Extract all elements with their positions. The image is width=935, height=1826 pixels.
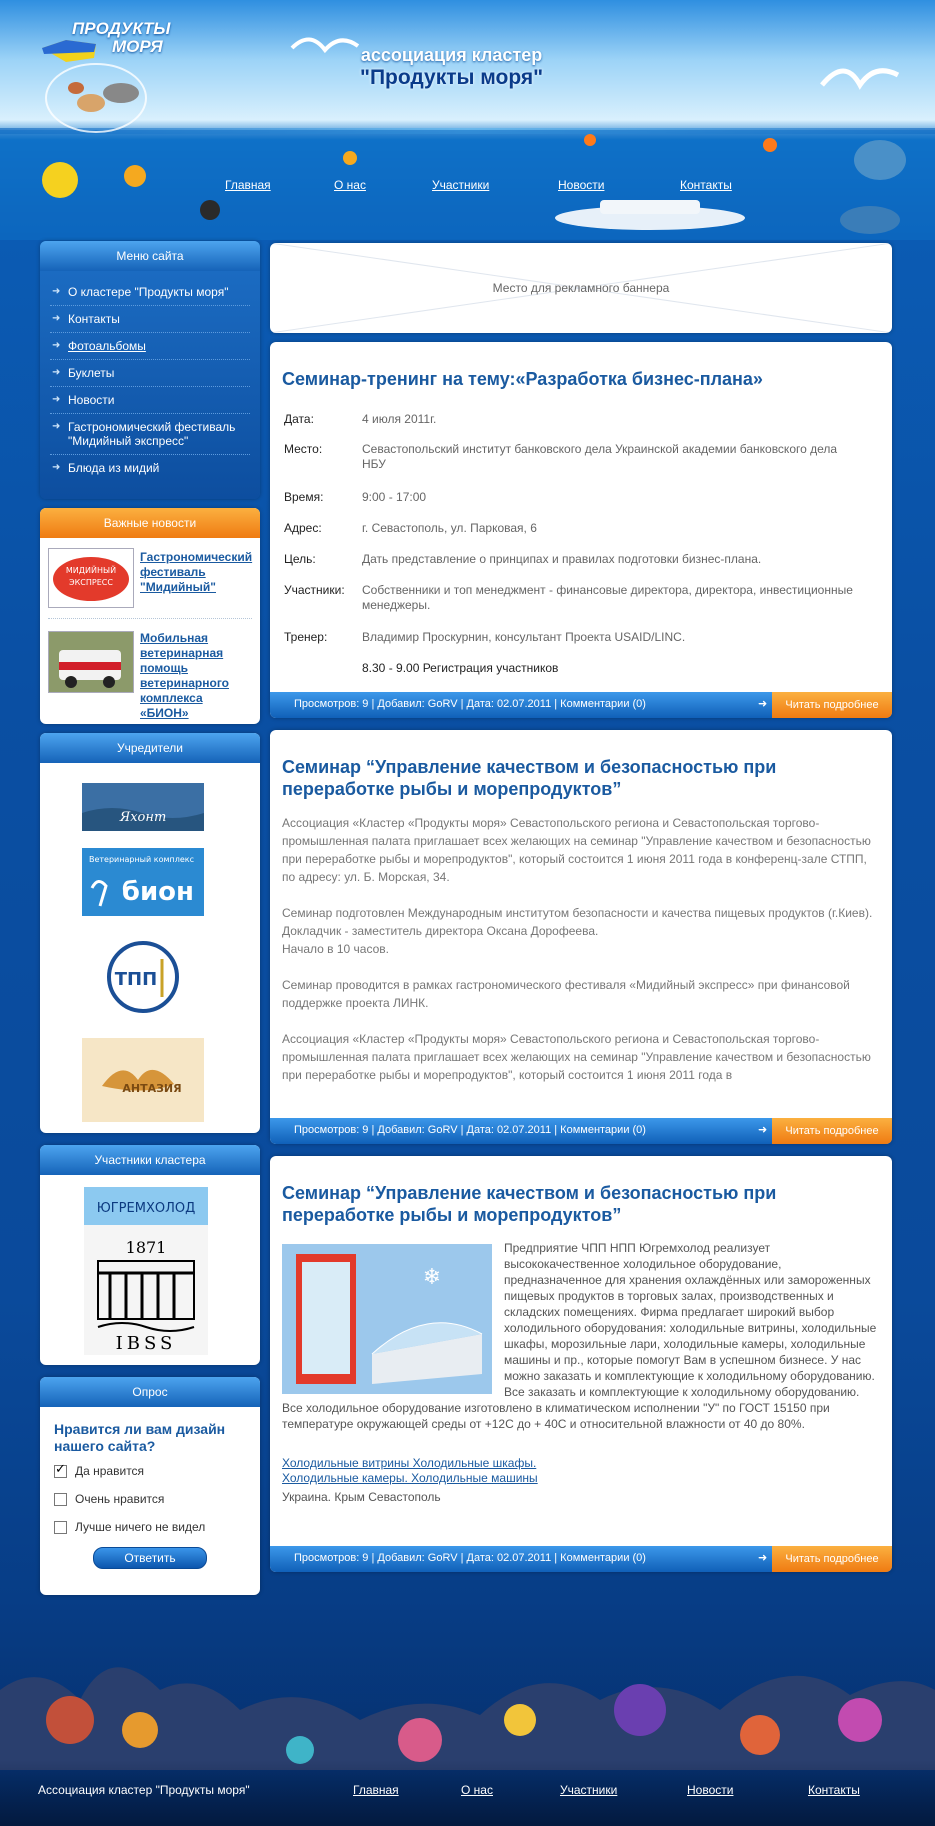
arrow-right-icon: ➜ <box>52 421 61 432</box>
footer-link-about[interactable]: О нас <box>461 1783 493 1797</box>
svg-text:ЭКСПРЕСС: ЭКСПРЕСС <box>69 578 113 587</box>
important-news-title: Важные новости <box>40 508 260 538</box>
poll-question: Нравится ли вам дизайн нашего сайта? <box>54 1421 226 1454</box>
post-paragraph: Семинар подготовлен Международным институтом безопасности и качества пищевых продуктов (г.Киев). Докладчик - заместитель директора Оксана Дорофеева. Начало в 10 часов. <box>282 906 873 956</box>
checkbox[interactable] <box>54 1493 67 1506</box>
svg-text:АНТАЗИЯ: АНТАЗИЯ <box>122 1082 182 1095</box>
menu-item-festival[interactable]: ➜ Гастрономический фестиваль "Мидийный экспресс" <box>50 414 250 455</box>
top-nav <box>225 178 765 198</box>
news-link-festival[interactable]: Гастрономический фестиваль "Мидийный" <box>140 550 253 594</box>
arrow-right-icon: ➜ <box>52 462 61 473</box>
svg-text:бион: бион <box>121 877 194 907</box>
menu-item-photo-albums[interactable]: ➜ Фотоальбомы <box>50 333 250 360</box>
post-paragraph: Ассоциация «Кластер «Продукты моря» Севастопольского региона и Севастопольская торгово-промышленная палата приглашает всех желающих на семинар "Управление качеством и безопасностью при переработке рыбы и морепродуктов", который состоится 1 июня 2011 года в <box>282 1032 871 1082</box>
poll-option[interactable]: Лучше ничего не видел <box>54 1519 246 1535</box>
post-footer <box>270 692 892 718</box>
read-more-button[interactable]: Читать подробнее <box>772 1546 892 1572</box>
logo-line1: ПРОДУКТЫ <box>72 19 171 38</box>
post-paragraph: Семинар проводится в рамках гастрономического фестиваля «Мидийный экспресс» при финансовой поддержке проекта ЛИНК. <box>282 978 850 1010</box>
footer-link-home[interactable]: Главная <box>353 1783 399 1797</box>
ad-banner-text: Место для рекламного баннера <box>492 281 670 295</box>
header <box>0 0 935 240</box>
site-menu-title: Меню сайта <box>40 241 260 271</box>
footer <box>0 1760 935 1826</box>
menu-item-mussel-dishes[interactable]: ➜ Блюда из мидий <box>52 461 160 475</box>
menu-item-news[interactable]: ➜ Новости <box>50 387 250 414</box>
svg-text:Яхонт: Яхонт <box>119 810 167 825</box>
nav-link-contacts[interactable]: Контакты <box>680 178 732 192</box>
post-paragraph: Ассоциация «Кластер «Продукты моря» Севастопольского региона и Севастопольская торгово-промышленная палата приглашает всех желающих на семинар "Управление качеством и безопасностью при переработке рыбы и морепродуктов", который состоится 1 июня 2011 года в конференц-зале СТПП, по адресу: ул. Б. Морская, 34. <box>282 816 871 884</box>
news-item <box>48 619 252 719</box>
svg-text:ЮГРЕМХОЛОД: ЮГРЕМХОЛОД <box>96 1201 196 1216</box>
nav-link-about[interactable]: О нас <box>334 178 366 192</box>
post-body <box>270 800 892 1084</box>
poll-option[interactable]: Очень нравится <box>54 1491 246 1507</box>
post: Семинар-тренинг на тему:«Разработка бизнес-плана» Дата: 4 июля 2011г. Место: Севастопольский институт банковского дела Украинской академии банковского дела НБУ Время: 9:00 - 17:00 Адрес: г. Севастополь, ул. Парковая, 6 Цель: Дать представление о принципах и правилах подготовки бизнес-плана. Участники: Собственники и топ менеджмент - финансовые директора, директора, инвестиционные менеджеры. Тренер: Владимир Проскурнин, консультант Проекта USAID/LINC. 8.30 - 9.00 Регистрация участников Просмотров: 9 | Добавил: GoRV | Дата: 02.07.2011 | Комментарии (0) ➜ Читать подробнее <box>270 342 892 718</box>
arrow-right-icon: ➜ <box>52 394 61 405</box>
svg-text:Ветеринарный комплекс: Ветеринарный комплекс <box>88 855 194 864</box>
founders-title: Учредители <box>40 733 260 763</box>
svg-text:ТПП: ТПП <box>114 969 158 990</box>
post-title[interactable]: Семинар “Управление качеством и безопасностью при переработке рыбы и морепродуктов” <box>282 757 777 799</box>
arrow-right-icon: ➜ <box>758 1551 768 1564</box>
seagull-icon <box>290 28 360 68</box>
footer-link-contacts[interactable]: Контакты <box>808 1783 860 1797</box>
news-item <box>48 538 252 619</box>
checkbox[interactable] <box>54 1465 67 1478</box>
site-menu-list <box>40 271 260 491</box>
read-more-button[interactable]: Читать подробнее <box>772 692 892 718</box>
post-footer <box>270 1546 892 1572</box>
post-meta: Просмотров: 9 | Добавил: GoRV | Дата: 02.07.2011 | Комментарии (0) <box>294 1552 646 1564</box>
poll-submit-button[interactable]: Ответить <box>93 1547 207 1569</box>
post-title[interactable]: Семинар “Управление качеством и безопасностью при переработке рыбы и морепродуктов” <box>282 1183 777 1225</box>
news-link-vet-help[interactable]: Мобильная ветеринарная помощь ветеринарного комплекса «БИОН» <box>140 631 229 720</box>
post-link-showcases[interactable]: Холодильные витрины Холодильные шкафы. <box>282 1456 537 1470</box>
logo-text <box>72 20 170 56</box>
fridge-image[interactable] <box>282 1244 492 1394</box>
site-title-line1: ассоциация кластер <box>360 45 543 65</box>
post-body <box>270 1226 892 1505</box>
seagull-icon <box>820 55 900 105</box>
founders <box>40 733 260 1133</box>
ad-banner[interactable] <box>270 243 892 333</box>
member-logos[interactable] <box>84 1187 208 1355</box>
news-image[interactable] <box>48 548 134 608</box>
post-title[interactable]: Семинар-тренинг на тему:«Разработка бизнес-плана» <box>282 369 763 389</box>
founder-logo-bion[interactable] <box>82 848 204 916</box>
snowflake-icon: ❄ <box>422 1265 442 1290</box>
nav-link-home[interactable]: Главная <box>225 178 271 192</box>
post-meta: Просмотров: 9 | Добавил: GoRV | Дата: 02.07.2011 | Комментарии (0) <box>294 698 646 710</box>
post-meta: Просмотров: 9 | Добавил: GoRV | Дата: 02.07.2011 | Комментарии (0) <box>294 1124 646 1136</box>
cluster-members-title: Участники кластера <box>40 1145 260 1175</box>
site-menu <box>40 241 260 499</box>
important-news <box>40 508 260 724</box>
poll <box>40 1377 260 1595</box>
svg-text:IBSS: IBSS <box>115 1333 177 1354</box>
arrow-right-icon: ➜ <box>758 697 768 710</box>
post <box>270 730 892 1144</box>
site-title <box>360 45 543 90</box>
cluster-members <box>40 1145 260 1365</box>
menu-item-about-cluster[interactable]: ➜ О кластере "Продукты моря" <box>50 279 250 306</box>
post-link-chambers[interactable]: Холодильные камеры. Холодильные машины <box>282 1471 538 1485</box>
nav-link-members[interactable]: Участники <box>432 178 490 192</box>
poll-title: Опрос <box>40 1377 260 1407</box>
svg-text:1871: 1871 <box>125 1238 167 1257</box>
post-footer <box>270 1118 892 1144</box>
checkbox[interactable] <box>54 1521 67 1534</box>
news-image-text: МИДИЙНЫЙ <box>65 566 117 575</box>
arrow-right-icon: ➜ <box>52 367 61 378</box>
founder-logo-tpp[interactable] <box>98 933 188 1021</box>
footer-link-news[interactable]: Новости <box>687 1783 734 1797</box>
news-image[interactable] <box>48 631 134 693</box>
poll-option[interactable]: ✓Да нравится <box>54 1463 246 1479</box>
footer-copyright: Ассоциация кластер "Продукты моря" <box>38 1783 250 1797</box>
founder-logo-antazia[interactable] <box>82 1038 204 1122</box>
post-paragraph: Предприятие ЧПП НПП Югремхолод реализует высококачественное холодильное оборудование, предназначенное для хранения охлаждённых или замороженных пищевых продуктов в торговых залах, производственных и складских помещениях. Фирма предлагает широкий выбор холодильного оборудования: холодильные витрины, холодильные шкафы, морозильные лари, холодильные камеры, холодильные машины и пр., которые помогут Вам в успешном бизнесе. У нас можно заказать и комплектующие к холодильному оборудованию. Все заказать и комплектующие к холодильному оборудованию. Все холодильное оборудование изготовлено в климатическом исполнении "У" по ГОСТ 15150 при температуре окружающей среды от +12С до + 40С и относительной влажности от 40 до 80%. <box>282 1241 877 1431</box>
arrow-right-icon: ➜ <box>758 1123 768 1136</box>
footer-link-members[interactable]: Участники <box>560 1783 618 1797</box>
logo-line2: МОРЯ <box>112 37 163 56</box>
nav-link-news[interactable]: Новости <box>558 178 605 192</box>
post <box>270 1156 892 1572</box>
post-location: Украина. Крым Севастополь <box>282 1490 441 1504</box>
founder-logo-yahont[interactable] <box>82 783 204 831</box>
menu-item-booklets[interactable]: ➜ Буклеты <box>50 360 250 387</box>
site-title-line2: "Продукты моря" <box>360 66 544 89</box>
arrow-right-icon: ➜ <box>52 340 61 351</box>
coral-reef-decoration <box>0 1600 935 1770</box>
arrow-right-icon: ➜ <box>52 313 61 324</box>
arrow-right-icon: ➜ <box>52 286 61 297</box>
read-more-button[interactable]: Читать подробнее <box>772 1118 892 1144</box>
menu-item-contacts[interactable]: ➜ Контакты <box>50 306 250 333</box>
